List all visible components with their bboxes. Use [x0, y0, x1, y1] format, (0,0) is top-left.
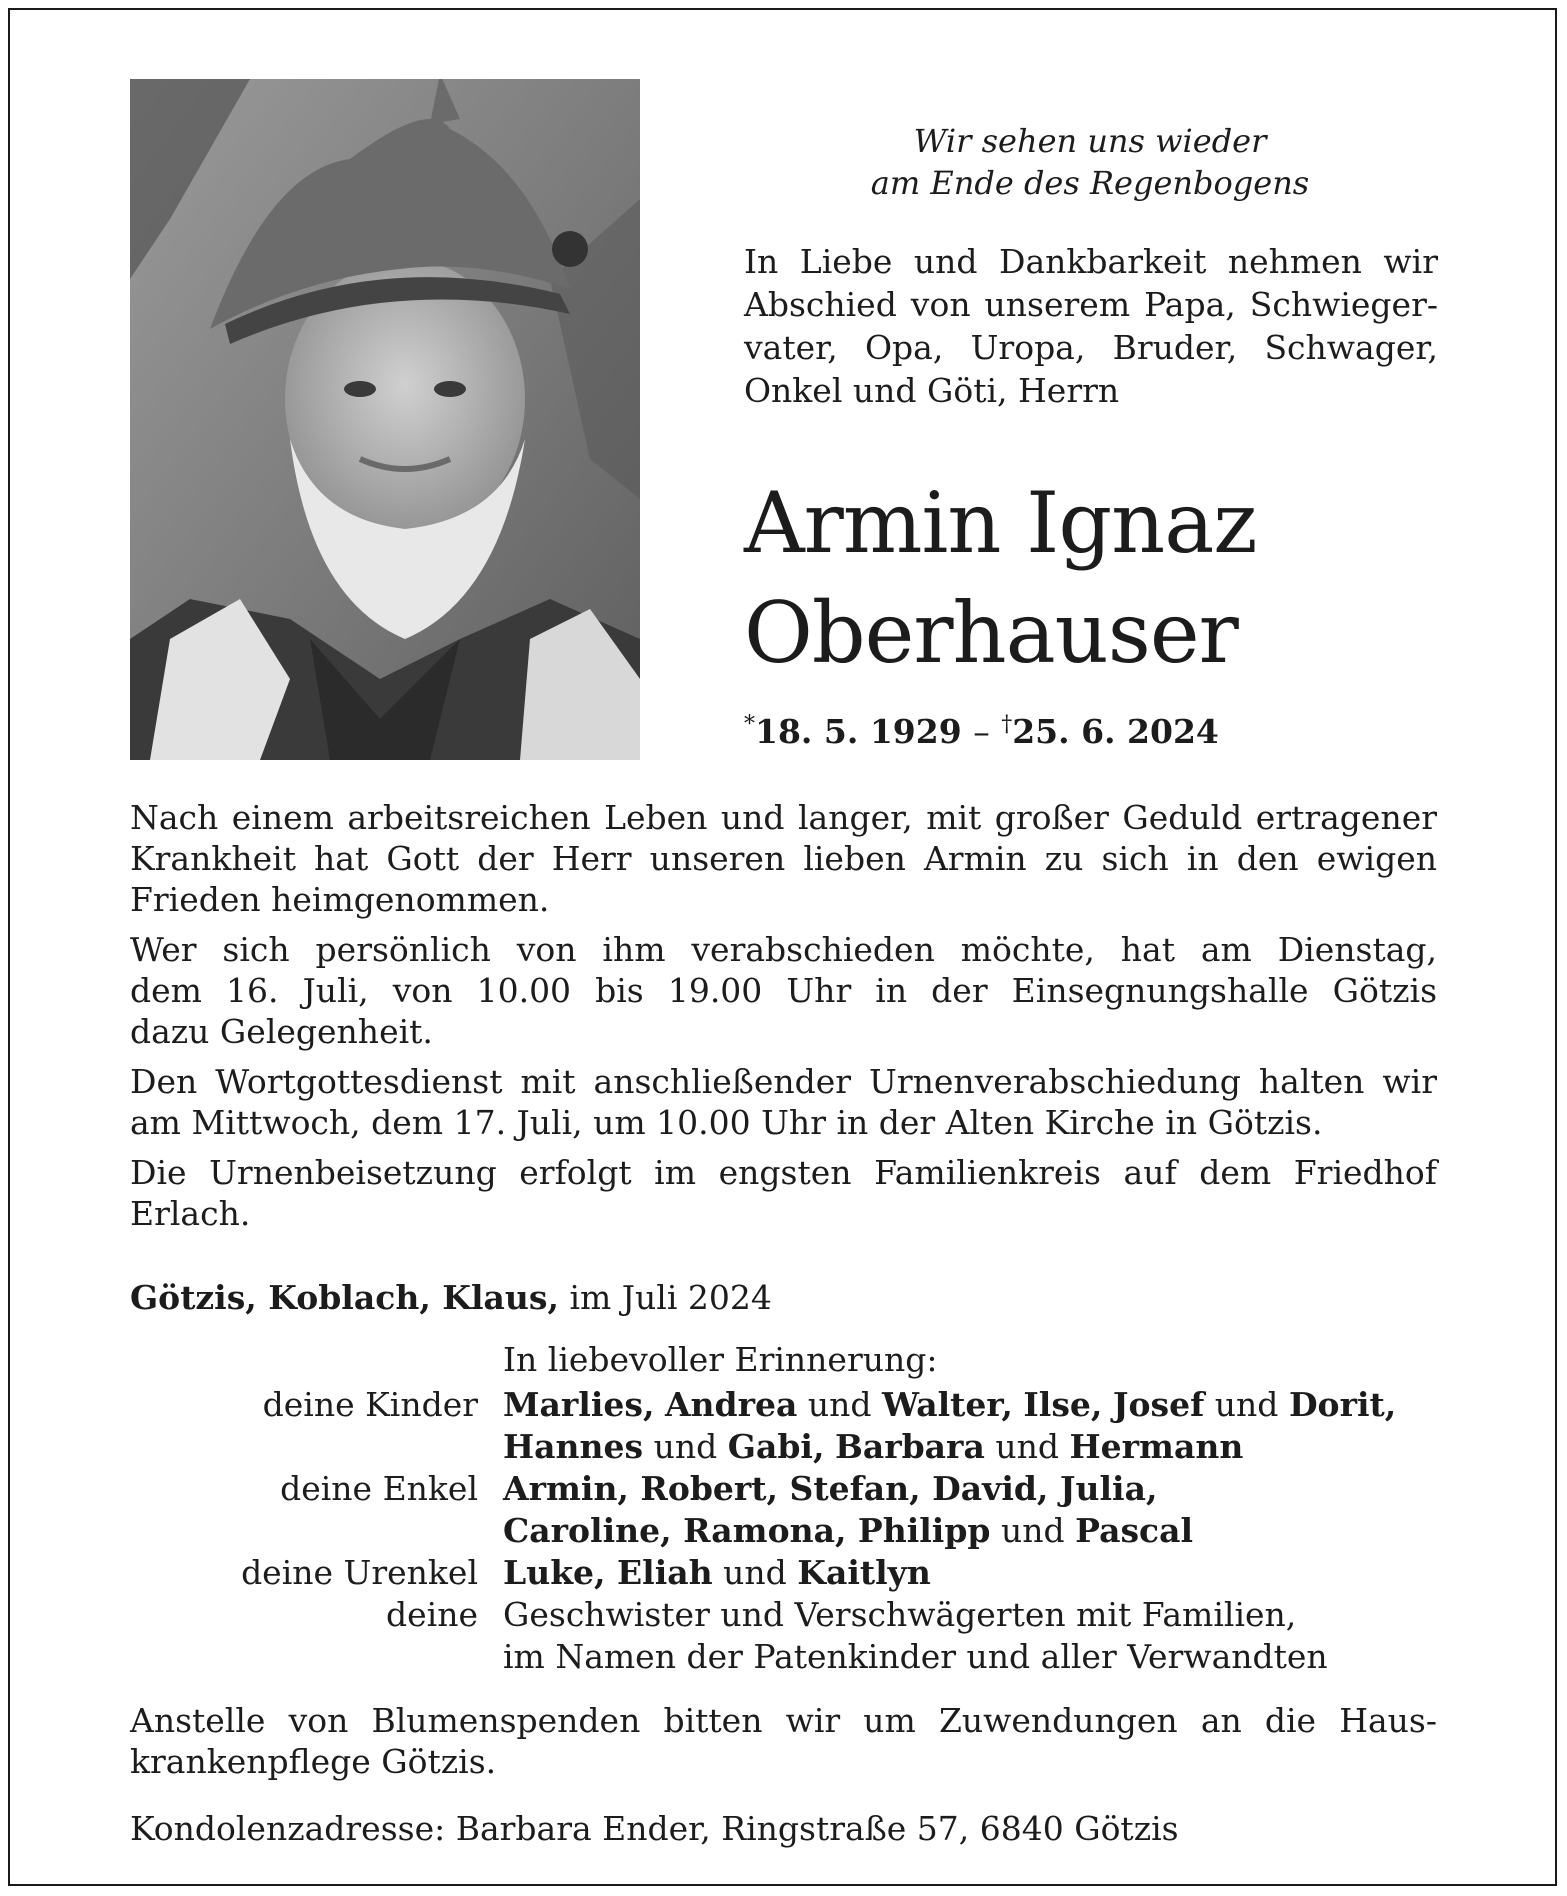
family-name: Walter,: [882, 1385, 1013, 1424]
motto-line: Wir sehen uns wieder: [913, 122, 1267, 160]
conjunction: und: [807, 1385, 872, 1424]
intro-line: Abschied von unserem Papa, Schwieger-: [744, 285, 1438, 324]
family-names: [503, 1426, 1243, 1468]
family-name: Hermann: [1069, 1427, 1244, 1466]
body-line: Frieden heimgenommen.: [130, 880, 550, 919]
family-name: Armin, Robert, Stefan, David, Julia,: [503, 1469, 1158, 1508]
family-name: Andrea: [664, 1385, 798, 1424]
family-label-empty: [130, 1510, 503, 1552]
intro-text: [744, 240, 1438, 412]
family-label: deine Urenkel: [241, 1553, 478, 1592]
last-name: Oberhauser: [744, 584, 1238, 682]
birth-symbol: *: [744, 712, 755, 737]
body-line: dem 16. Juli, von 10.00 bis 19.00 Uhr in der Einsegnungshalle Götzis: [130, 971, 1437, 1010]
body-line: Erlach.: [130, 1194, 251, 1233]
family-list: [130, 1384, 1450, 1678]
family-name: Ilse,: [1023, 1385, 1103, 1424]
life-dates: [744, 712, 1219, 751]
family-name: Marlies,: [503, 1385, 655, 1424]
family-label-empty: [130, 1426, 503, 1468]
family-row-others: [130, 1594, 1450, 1636]
date-separator: –: [973, 712, 990, 751]
body-line: Die Urnenbeisetzung erfolgt im engsten Familienkreis auf dem Friedhof: [130, 1153, 1437, 1192]
notice-line: Anstelle von Blumenspenden bitten wir um Zuwendungen an die Haus-: [130, 1701, 1437, 1740]
conjunction: und: [1214, 1385, 1279, 1424]
family-names: [503, 1552, 931, 1594]
conjunction: und: [723, 1553, 787, 1592]
family-names: Geschwister und Verschwägerten mit Familien,: [503, 1595, 1297, 1634]
body-line: Den Wortgottesdienst mit anschließender Urnenverabschiedung halten wir: [130, 1062, 1437, 1101]
family-name: Josef: [1112, 1385, 1205, 1424]
family-row-enkel: [130, 1468, 1450, 1510]
notice-line: krankenpflege Götzis.: [130, 1742, 497, 1781]
family-label-empty: [130, 1636, 503, 1678]
family-names: [503, 1510, 1193, 1552]
body-line: Krankheit hat Gott der Herr unseren lieben Armin zu sich in den ewigen: [130, 839, 1437, 878]
family-name: Luke, Eliah: [503, 1553, 713, 1592]
remembrance-title: In liebevoller Erinnerung:: [503, 1340, 938, 1379]
family-name: Pascal: [1075, 1511, 1194, 1550]
conjunction: und: [995, 1427, 1059, 1466]
body-line: Wer sich persönlich von ihm verabschieden möchte, hat am Dienstag,: [130, 930, 1437, 969]
places: Götzis, Koblach, Klaus,: [130, 1278, 559, 1317]
family-name: Hannes: [503, 1427, 644, 1466]
death-date: 25. 6. 2024: [1012, 712, 1219, 751]
date: im Juli 2024: [569, 1278, 772, 1317]
death-symbol: †: [1001, 712, 1013, 737]
conjunction: und: [1001, 1511, 1065, 1550]
family-name: Kaitlyn: [797, 1553, 931, 1592]
family-row-enkel-cont: [130, 1510, 1450, 1552]
motto-line: am Ende des Regenbogens: [870, 164, 1310, 202]
family-row-kinder: [130, 1384, 1450, 1426]
family-row-others-cont: [130, 1636, 1450, 1678]
paragraph-service: [130, 1061, 1437, 1143]
portrait-photo: [130, 79, 640, 760]
intro-line: Onkel und Göti, Herrn: [744, 371, 1120, 410]
family-names: [503, 1468, 1157, 1510]
first-names: Armin Ignaz: [744, 474, 1257, 572]
deceased-name: [744, 468, 1257, 688]
family-label: deine Enkel: [280, 1469, 478, 1508]
family-name: Caroline, Ramona, Philipp: [503, 1511, 991, 1550]
family-row-urenkel: [130, 1552, 1450, 1594]
family-name: Dorit,: [1288, 1385, 1397, 1424]
paragraph-farewell: [130, 929, 1437, 1052]
obituary-body: [130, 797, 1437, 1243]
condolence-address: Kondolenzadresse: Barbara Ender, Ringstraße 57, 6840 Götzis: [130, 1809, 1179, 1848]
body-line: am Mittwoch, dem 17. Juli, um 10.00 Uhr in der Alten Kirche in Götzis.: [130, 1103, 1323, 1142]
intro-line: vater, Opa, Uropa, Bruder, Schwager,: [744, 328, 1438, 367]
family-label: deine: [386, 1595, 478, 1634]
family-row-kinder-cont: [130, 1426, 1450, 1468]
family-name: Barbara: [834, 1427, 985, 1466]
intro-line: In Liebe und Dankbarkeit nehmen wir: [744, 242, 1438, 281]
family-label: deine Kinder: [262, 1385, 478, 1424]
motto: [840, 120, 1340, 204]
family-names: [503, 1384, 1396, 1426]
paragraph-passing: [130, 797, 1437, 920]
body-line: dazu Gelegenheit.: [130, 1012, 433, 1051]
body-line: Nach einem arbeitsreichen Leben und langer, mit großer Geduld ertragener: [130, 798, 1437, 837]
place-date: [130, 1278, 772, 1317]
birth-date: 18. 5. 1929: [755, 712, 962, 751]
paragraph-burial: [130, 1152, 1437, 1234]
donation-notice: [130, 1700, 1437, 1782]
family-name: Gabi,: [727, 1427, 825, 1466]
conjunction: und: [653, 1427, 718, 1466]
family-names: im Namen der Patenkinder und aller Verwandten: [503, 1637, 1328, 1676]
